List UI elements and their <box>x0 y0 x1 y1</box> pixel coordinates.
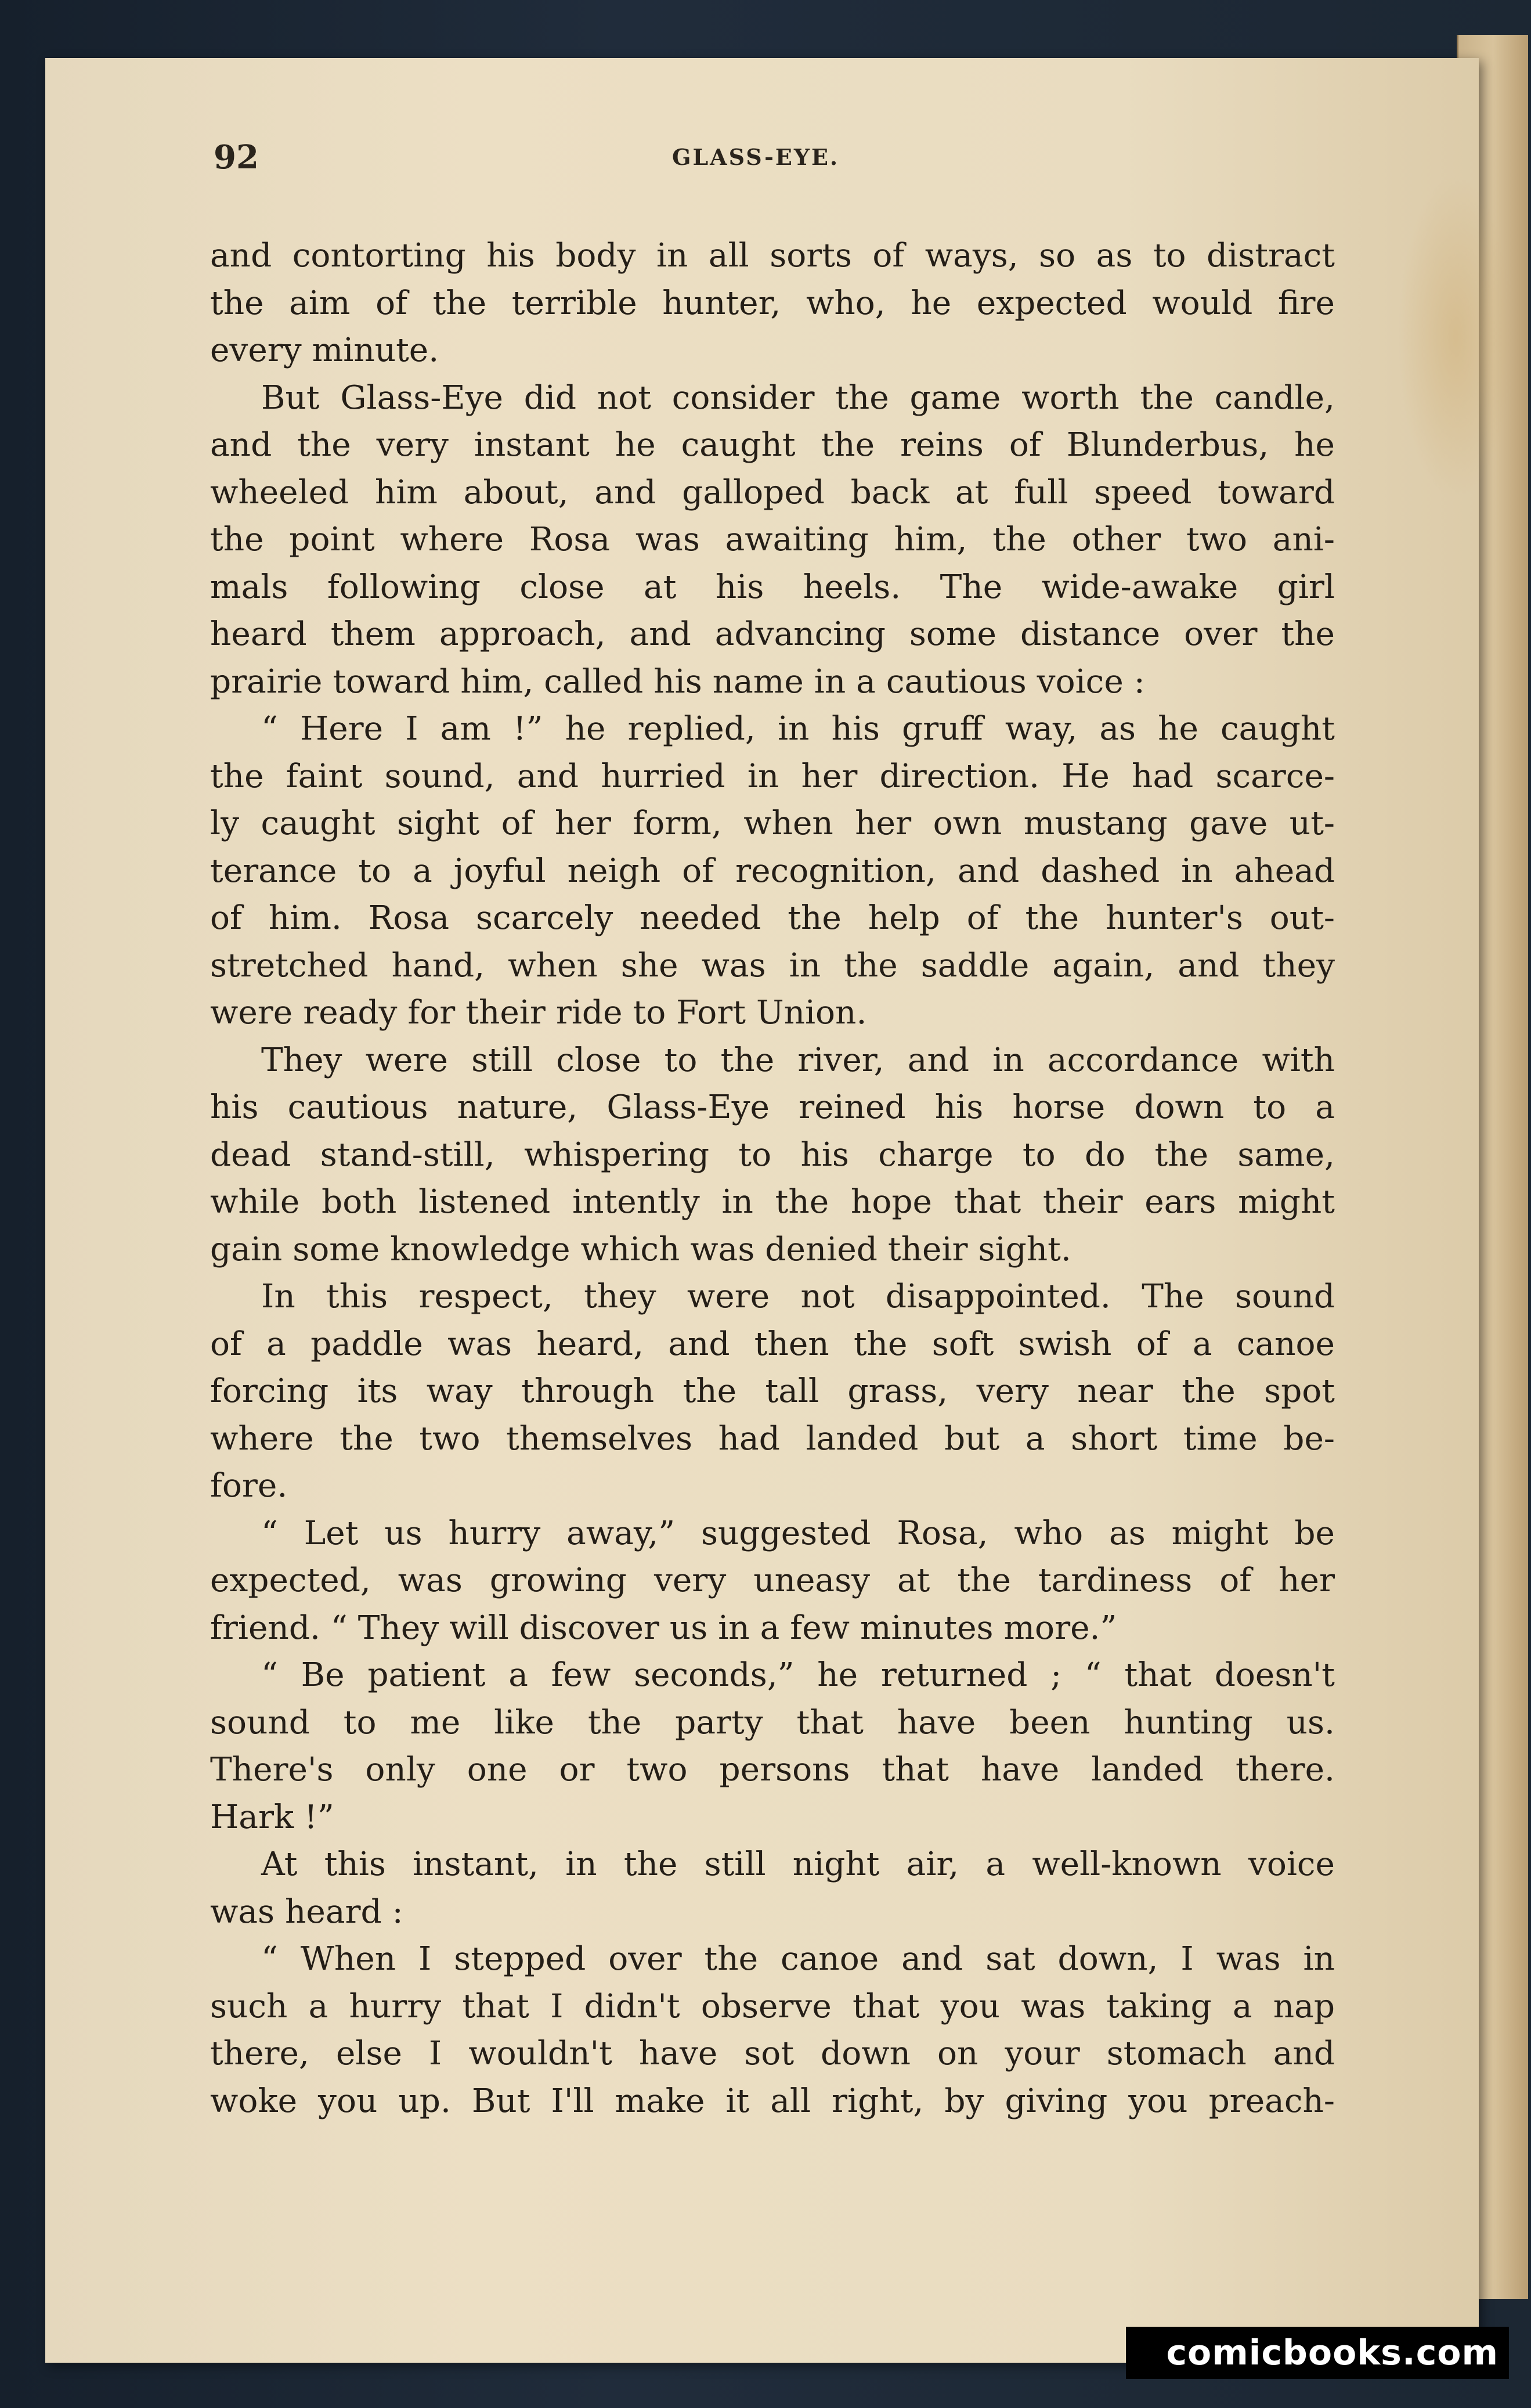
text-line: stretched hand, when she was in the saddle again, and they <box>210 946 1335 985</box>
text-line: expected, was growing very uneasy at the tardiness of her <box>210 1562 1335 1599</box>
text-line: his cautious nature, Glass-Eye reined his horse down to a <box>210 1088 1335 1126</box>
text-line: “ Here I am !” he replied, in his gruff way, as he caught <box>261 710 1335 748</box>
text-line: woke you up. But I'll make it all right, by giving you preach- <box>210 2082 1335 2120</box>
watermark: comicbooks.com <box>1126 2327 1509 2379</box>
page-stain <box>1398 174 1514 499</box>
text-line: such a hurry that I didn't observe that you was taking a nap <box>210 1987 1335 2025</box>
text-line: forcing its way through the tall grass, very near the spot <box>210 1372 1335 1410</box>
text-line: “ Be patient a few seconds,” he returned ; “ that doesn't <box>261 1656 1335 1694</box>
text-line: heard them approach, and advancing some distance over the <box>210 615 1335 653</box>
text-line: the faint sound, and hurried in her direction. He had scarce- <box>210 757 1335 795</box>
text-line: They were still close to the river, and in accordance with <box>261 1041 1335 1079</box>
text-line: But Glass-Eye did not consider the game worth the candle, <box>261 378 1335 417</box>
running-title: GLASS-EYE. <box>672 144 840 170</box>
text-line: wheeled him about, and galloped back at full speed toward <box>210 473 1335 511</box>
text-line: the aim of the terrible hunter, who, he expected would fire <box>210 284 1335 322</box>
text-line: and contorting his body in all sorts of ways, so as to distract <box>210 237 1335 275</box>
text-line: of a paddle was heard, and then the soft swish of a canoe <box>210 1325 1335 1363</box>
text-line: friend. “ They will discover us in a few minutes more.” <box>210 1609 1117 1647</box>
text-line: In this respect, they were not disappointed. The sound <box>261 1278 1335 1315</box>
text-line: and the very instant he caught the reins of Blunderbus, he <box>210 426 1335 464</box>
text-line: There's only one or two persons that have landed there. <box>210 1751 1335 1789</box>
text-line: were ready for their ride to Fort Union. <box>210 994 867 1032</box>
text-line: sound to me like the party that have been hunting us. <box>210 1703 1335 1742</box>
text-line: prairie toward him, called his name in a cautious voice : <box>210 662 1145 701</box>
page-header <box>214 138 1334 185</box>
text-line: dead stand-still, whispering to his charge to do the same, <box>210 1135 1335 1174</box>
text-line: terance to a joyful neigh of recognition, and dashed in ahead <box>210 852 1335 890</box>
text-line: every minute. <box>210 331 439 369</box>
text-line: Hark !” <box>210 1798 334 1836</box>
text-line: of him. Rosa scarcely needed the help of the hunter's out- <box>210 899 1335 937</box>
text-line: fore. <box>210 1467 288 1505</box>
text-line: mals following close at his heels. The wide-awake girl <box>210 568 1335 606</box>
text-line: gain some knowledge which was denied their sight. <box>210 1230 1071 1268</box>
text-line: while both listened intently in the hope that their ears might <box>210 1183 1335 1221</box>
text-line: At this instant, in the still night air, a well-known voice <box>261 1845 1335 1883</box>
text-line: “ When I stepped over the canoe and sat down, I was in <box>261 1940 1335 1978</box>
text-line: “ Let us hurry away,” suggested Rosa, who as might be <box>261 1514 1335 1552</box>
text-line: ly caught sight of her form, when her own mustang gave ut- <box>210 805 1335 842</box>
text-line: where the two themselves had landed but a short time be- <box>210 1419 1335 1458</box>
body-text <box>210 232 1335 2125</box>
text-line: the point where Rosa was awaiting him, the other two ani- <box>210 521 1335 558</box>
text-line: was heard : <box>210 1892 403 1931</box>
text-line: there, else I wouldn't have sot down on your stomach and <box>210 2035 1335 2072</box>
page-number: 92 <box>214 138 259 176</box>
